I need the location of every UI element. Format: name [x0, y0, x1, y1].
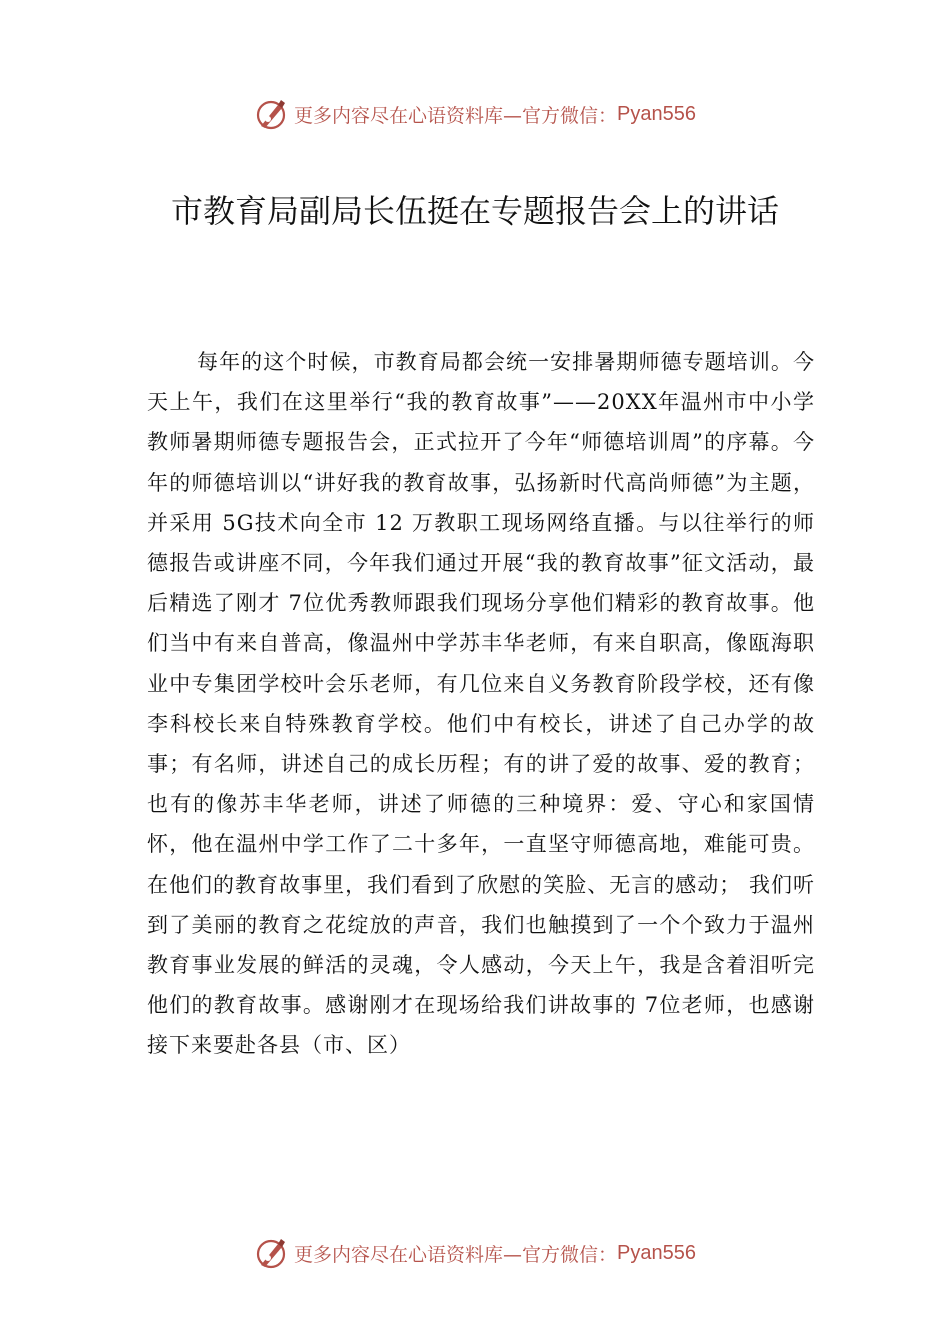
pen-logo-icon — [254, 1236, 288, 1270]
footer-wechat-id: Pyan556 — [617, 1241, 696, 1264]
header-banner — [0, 96, 950, 132]
pen-logo-icon — [254, 97, 288, 131]
header-banner-text: 更多内容尽在心语资料库 — [294, 104, 504, 127]
header-wechat-id: Pyan556 — [617, 102, 696, 125]
footer-banner-text: 更多内容尽在心语资料库 — [294, 1243, 504, 1266]
header-banner-separator: —官方微信： — [503, 104, 618, 127]
body-paragraph: 每年的这个时候，市教育局都会统一安排暑期师德专题培训。今天上午，我们在这里举行“我的教育故事”——20XX年温州市中小学教师暑期师德专题报告会，正式拉开了今年“师德培训周”的序幕。今年的师德培训以“讲好我的教育故事，弘扬新时代高尚师德”为主题，并采用 5G技术向全市 12 万教职工现场网络直播。与以往举行的师德报告或讲座不同，今年我们通过开展“我的教育故事”征文活动，最后精选了刚才 7位优秀教师跟我们现场分享他们精彩的教育故事。他们当中有来自普高，像温州中学苏丰华老师，有来自职高，像瓯海职业中专集团学校叶会乐老师，有几位来自义务教育阶段学校，还有像李科校长来自特殊教育学校。他们中有校长，讲述了自己办学的故事；有名师，讲述自己的成长历程；有的讲了爱的故事、爱的教育；也有的像苏丰华老师，讲述了师德的三种境界：爱、守心和家国情怀，他在温州中学工作了二十多年，一直坚守师德高地，难能可贵。 在他们的教育故事里，我们看到了欣慰的笑脸、无言的感动； 我们听到了美丽的教育之花绽放的声音，我们也触摸到了一个个致力于温州教育事业发展的鲜活的灵魂，令人感动，今天上午，我是含着泪听完他们的教育故事。感谢刚才在现场给我们讲故事的 7位老师，也感谢接下来要赴各县（市、区） — [147, 350, 815, 1058]
document-title: 市教育局副局长伍挺在专题报告会上的讲话 — [170, 192, 779, 230]
footer-banner — [0, 1235, 950, 1271]
footer-banner-separator: —官方微信： — [503, 1243, 618, 1266]
